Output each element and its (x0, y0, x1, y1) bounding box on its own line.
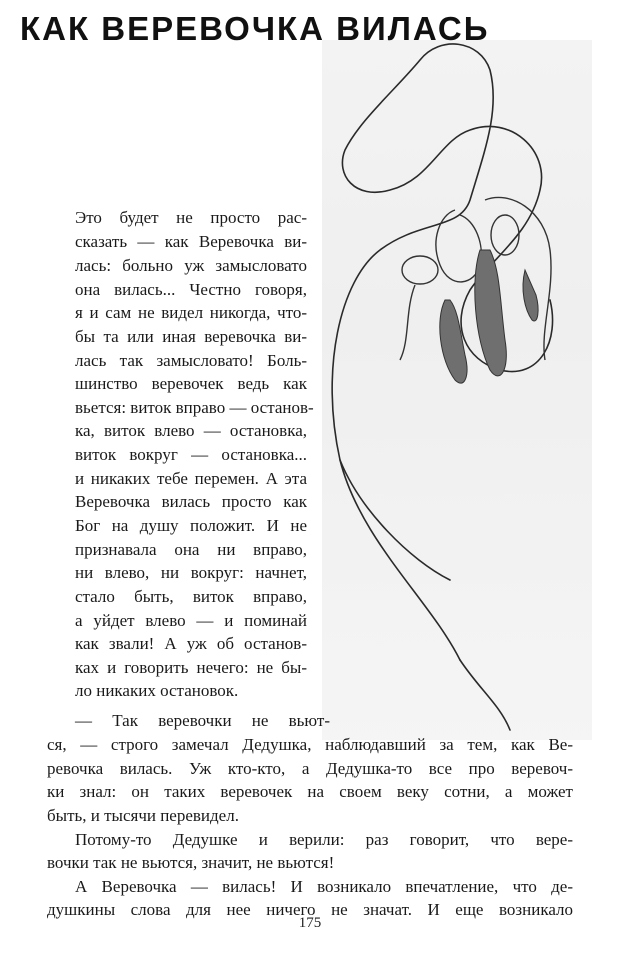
text-line: Веревочка вилась просто как (75, 492, 307, 511)
text-line: признавала она ни вправо, (75, 540, 307, 559)
text-line: ло никаких остановок. (75, 681, 239, 700)
text-line: как звали! А уж об останов- (75, 634, 307, 653)
text-line: а уйдет влево — и поминай (75, 611, 307, 630)
text-line: ревочка вилась. Уж кто-кто, а Дедушка-то все про веревоч- (47, 759, 573, 778)
text-line: лась так замысловато! Боль- (75, 351, 307, 370)
text-line: бы та или иная веревочка ви- (75, 327, 307, 346)
text-line: ка, виток влево — остановка, (75, 421, 307, 440)
text-line: — Так веревочки не вьют- (75, 711, 330, 730)
text-line: быть, и тысячи перевидел. (47, 806, 239, 825)
text-line: лась: больно уж замысловато (75, 256, 307, 275)
text-line: А Веревочка — вилась! И возникало впечатление, что де- (75, 877, 573, 896)
text-line: ни влево, ни вокруг: начнет, (75, 563, 307, 582)
text-line: Это будет не просто рас- (75, 208, 307, 227)
text-line: ках и говорить нечего: не бы- (75, 658, 307, 677)
chapter-title: КАК ВЕРЕВОЧКА ВИЛАСЬ (20, 10, 490, 47)
text-line: душкины слова для нее ничего не значат. И еще возникало (47, 900, 573, 919)
text-line: шинство веревочек ведь как (75, 374, 307, 393)
text-line: Потому-то Дедушке и верили: раз говорит, что вере- (75, 830, 573, 849)
page-number: 175 (298, 915, 322, 931)
text-line: виток вокруг — остановка... (75, 445, 307, 464)
text-line: ки знал: он таких веревочек на своем веку сотни, а может (47, 782, 573, 801)
text-line: ся, — строго замечал Дедушка, наблюдавший за тем, как Ве- (47, 735, 573, 754)
text-line: вочки так не вьются, значит, не вьются! (47, 853, 335, 872)
text-line: и никаких тебе перемен. А эта (75, 469, 307, 488)
rope-illustration (300, 40, 600, 740)
text-line: стало быть, виток вправо, (75, 587, 307, 606)
text-line: она вилась... Честно говоря, (75, 280, 307, 299)
text-line: сказать — как Веревочка ви- (75, 232, 307, 251)
text-line: вьется: виток вправо — останов- (75, 398, 314, 417)
text-line: я и сам не видел никогда, что- (75, 303, 307, 322)
text-line: Бог на душу положит. И не (75, 516, 307, 535)
